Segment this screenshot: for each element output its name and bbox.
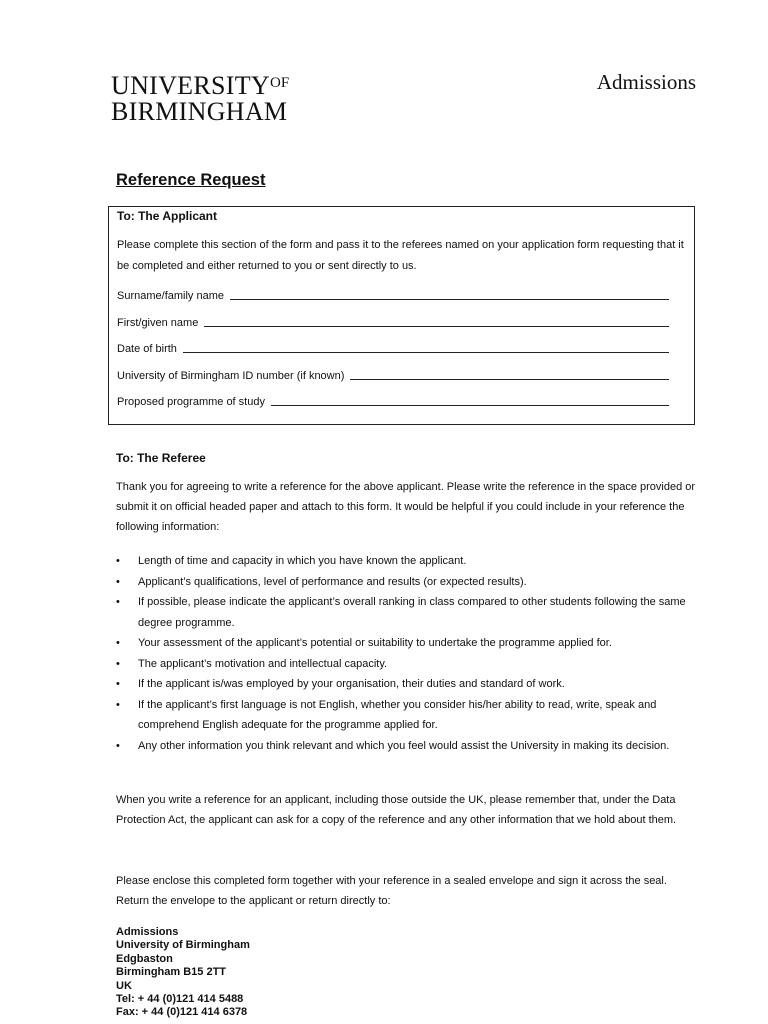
return-address (116, 926, 250, 1020)
address-line-2: University of Birmingham (116, 939, 250, 952)
referee-heading: To: The Referee (116, 451, 206, 465)
list-item: • Applicant’s qualifications, level of performance and results (or expected results). (116, 572, 696, 593)
first-name-input-line[interactable] (204, 325, 669, 327)
surname-field[interactable] (117, 290, 669, 302)
enclose-instructions: Please enclose this completed form together with your reference in a sealed envelope and sign it across the seal. Return the envelope to the applicant or return directly to: (116, 875, 667, 907)
telephone-number: Tel: + 44 (0)121 414 5488 (116, 993, 244, 1006)
list-item: • Length of time and capacity in which you have known the applicant. (116, 551, 696, 572)
referee-intro: Thank you for agreeing to write a reference for the above applicant. Please write the reference in the space provided or submit it on official headed paper and attach to this form. It would be helpful if you could include in your reference the following information: (116, 481, 696, 533)
logo-line-2: BIRMINGHAM (111, 97, 288, 126)
id-number-field[interactable] (117, 370, 669, 382)
programme-input-line[interactable] (271, 404, 669, 406)
date-of-birth-field[interactable] (117, 343, 669, 355)
bullet-icon: • (116, 678, 120, 690)
bullet-icon: • (116, 555, 120, 567)
logo-line-1: $UNIVERSITY^{OF}$ (111, 71, 290, 100)
applicant-intro: Please complete this section of the form and pass it to the referees named on your application form requesting that it be completed and either returned to you or sent directly to us. (117, 239, 684, 272)
list-item: • Your assessment of the applicant’s potential or suitability to undertake the programme applied for. (116, 633, 696, 654)
bullet-icon: • (116, 739, 120, 752)
logo-of: OF (270, 75, 290, 91)
programme-field[interactable] (117, 396, 669, 408)
list-item: • Any other information you think relevant and which you feel would assist the University in making its decision. (116, 736, 696, 757)
address-line-1: Admissions (116, 926, 179, 938)
information-list (116, 551, 696, 756)
date-of-birth-input-line[interactable] (183, 351, 669, 353)
surname-label: Surname/family name (117, 290, 224, 302)
bullet-icon: • (116, 596, 120, 608)
bullet-icon: • (116, 698, 120, 711)
bullet-icon: • (116, 637, 120, 649)
date-of-birth-label: Date of birth (117, 343, 177, 355)
list-item: • The applicant’s motivation and intellectual capacity. (116, 654, 696, 675)
department-name: Admissions (596, 70, 696, 94)
list-item: • If the applicant’s first language is not English, whether you consider his/her ability to read, write, speak and comprehend English adequate for the programme applied for. (116, 695, 696, 736)
fax-number: Fax: + 44 (0)121 414 6378 (116, 1006, 248, 1019)
programme-label: Proposed programme of study (117, 396, 265, 408)
bullet-icon: • (116, 575, 120, 588)
bullet-icon: • (116, 657, 120, 670)
address-line-3: Edgbaston (116, 952, 173, 965)
surname-input-line[interactable] (230, 298, 669, 300)
page-title: Reference Request (116, 171, 266, 189)
list-item: • If the applicant is/was employed by your organisation, their duties and standard of work. (116, 674, 696, 695)
first-name-field[interactable] (117, 317, 669, 329)
address-line-5: UK (116, 979, 132, 992)
first-name-label: First/given name (117, 317, 199, 329)
data-protection-note: When you write a reference for an applicant, including those outside the UK, please remember that, under the Data Protection Act, the applicant can ask for a copy of the reference and any other information that we hold about them. (116, 794, 677, 826)
applicant-heading: To: The Applicant (117, 209, 217, 223)
id-number-input-line[interactable] (350, 378, 669, 380)
university-logo (111, 70, 289, 125)
address-line-4: Birmingham B15 2TT (116, 966, 227, 979)
list-item: • If possible, please indicate the applicant’s overall ranking in class compared to other students following the same degree programme. (116, 592, 696, 633)
applicant-section (108, 206, 695, 425)
id-number-label: University of Birmingham ID number (if known) (117, 370, 345, 382)
